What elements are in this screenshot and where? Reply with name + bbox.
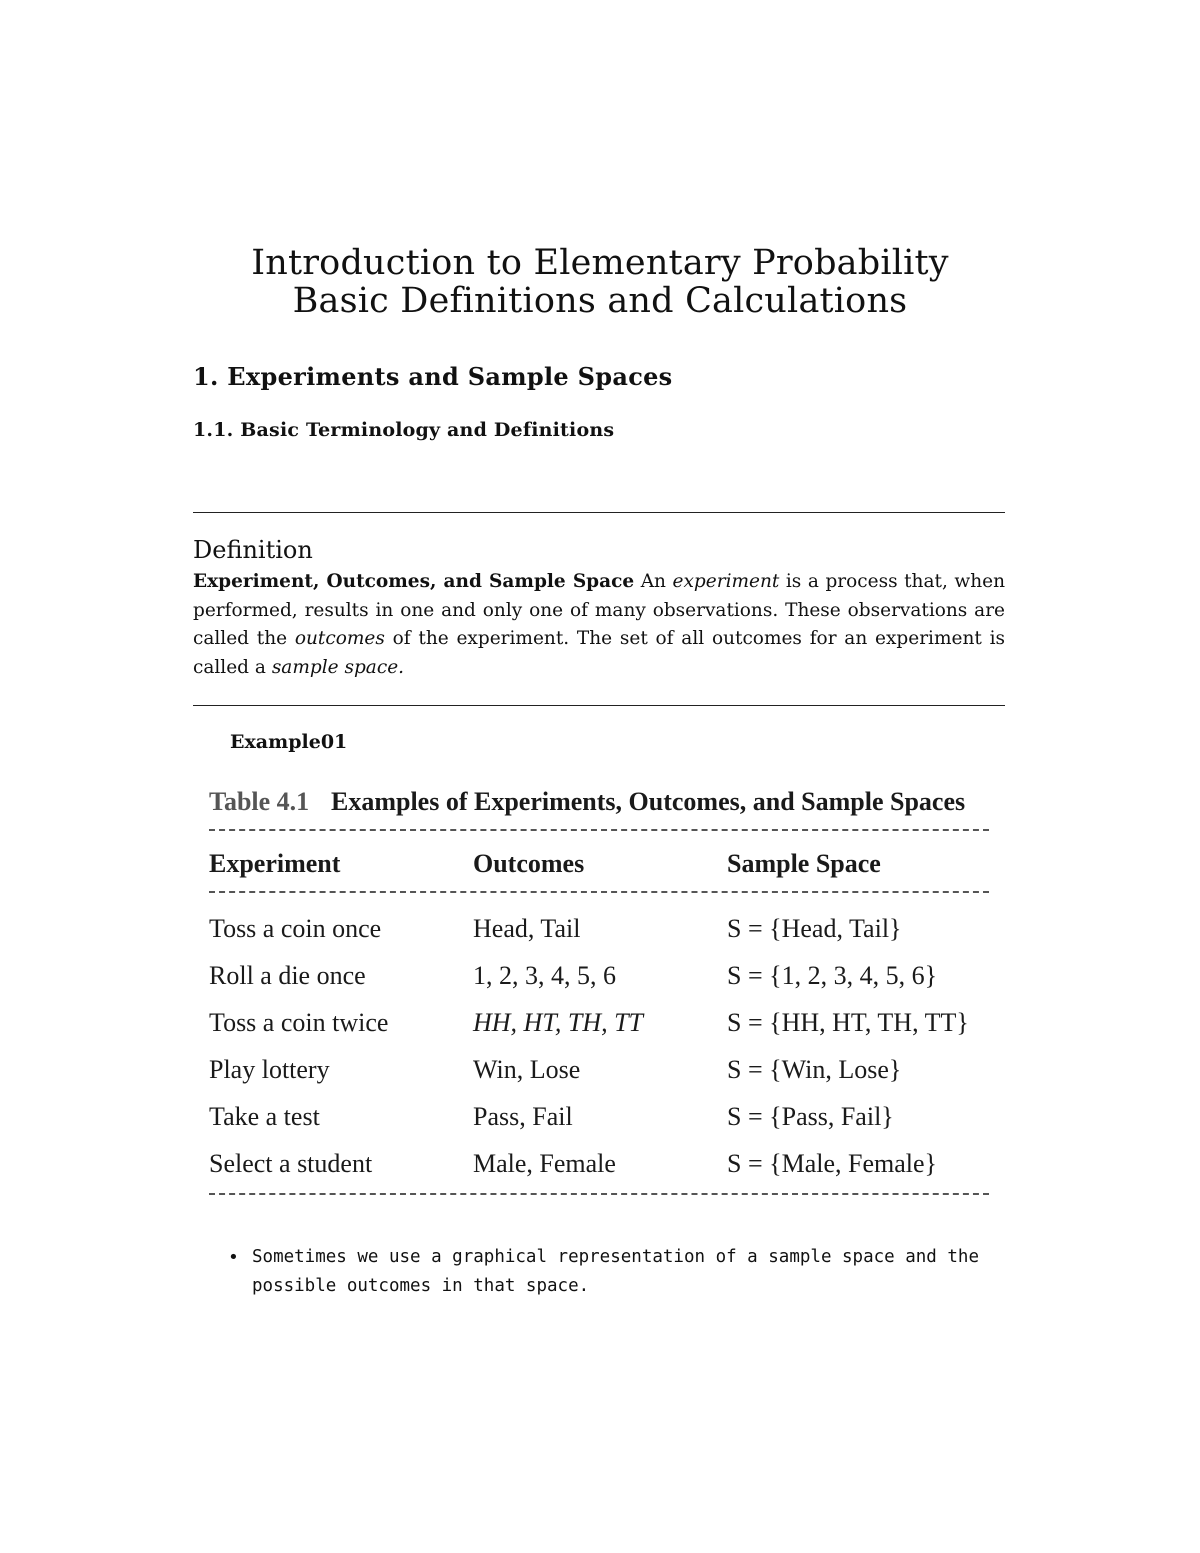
table-row [209,952,989,999]
table-header-sample-space: Sample Space [727,849,881,878]
definition-bottom-rule [193,705,1005,706]
table-cell-sample-space: S = {Male, Female} [727,1149,938,1178]
definition-text-3: of the experiment. The set of all outcomes for an experiment is called a [193,628,1005,678]
table-row [209,905,989,952]
definition-text-2: is a process that, when performed, results in one and only one of many observations. These observations are called the [193,571,1005,649]
table-row [209,999,989,1046]
table-caption-title: Examples of Experiments, Outcomes, and Sample Spaces [331,787,966,816]
table-cell-experiment: Select a student [209,1149,373,1178]
definition-em-experiment: experiment [672,571,780,592]
table-caption-number: Table 4.1 [209,787,310,816]
table-cell-outcomes: 1, 2, 3, 4, 5, 6 [473,961,616,990]
table-row [209,1093,989,1140]
title-line-1: Introduction to Elementary Probability [251,243,949,283]
definition-em-sample-space: sample space. [271,656,405,678]
table-cell-outcomes: HH, HT, TH, TT [473,1008,644,1037]
definition-body [193,568,1005,682]
table-header-rule [209,891,989,893]
table-row [209,1140,989,1187]
table-cell-experiment: Toss a coin once [209,914,382,943]
table-bottom-rule [209,1193,989,1195]
table-cell-sample-space: S = {Win, Lose} [727,1055,902,1084]
section-heading: 1. Experiments and Sample Spaces [193,362,673,391]
definition-term: Experiment, Outcomes, and Sample Space [193,571,635,592]
table-cell-sample-space: S = {HH, HT, TH, TT} [727,1008,969,1037]
example-label: Example01 [230,731,348,753]
table-cell-sample-space: S = {Head, Tail} [727,914,902,943]
bullet-dot-icon: • [228,1247,239,1268]
table-cell-experiment: Toss a coin twice [209,1008,389,1037]
title-line-2: Basic Definitions and Calculations [292,281,908,321]
page-title [0,244,1200,320]
table-cell-outcomes: Head, Tail [473,914,581,943]
definition-em-outcomes: outcomes [294,628,385,649]
table-caption [209,785,989,819]
examples-table [209,785,989,1195]
table-cell-experiment: Roll a die once [209,961,366,990]
bullet-item [230,1243,1005,1301]
table-cell-experiment: Play lottery [209,1055,330,1084]
subsection-heading: 1.1. Basic Terminology and Definitions [193,419,615,441]
table-cell-sample-space: S = {1, 2, 3, 4, 5, 6} [727,961,938,990]
table-cell-sample-space: S = {Pass, Fail} [727,1102,894,1131]
table-header-experiment: Experiment [209,849,341,878]
table-cell-experiment: Take a test [209,1102,320,1131]
definition-text-1: An [634,571,673,592]
table-row [209,1046,989,1093]
bullet-text: Sometimes we use a graphical representation of a sample space and the possible outcomes in that space. [252,1247,979,1296]
table-cell-outcomes: Pass, Fail [473,1102,573,1131]
definition-label: Definition [193,536,313,564]
definition-top-rule [193,512,1005,513]
table-header-row [209,839,989,889]
table-top-rule [209,829,989,831]
table-header-outcomes: Outcomes [473,849,585,878]
table-cell-outcomes: Win, Lose [473,1055,581,1084]
table-cell-outcomes: Male, Female [473,1149,616,1178]
